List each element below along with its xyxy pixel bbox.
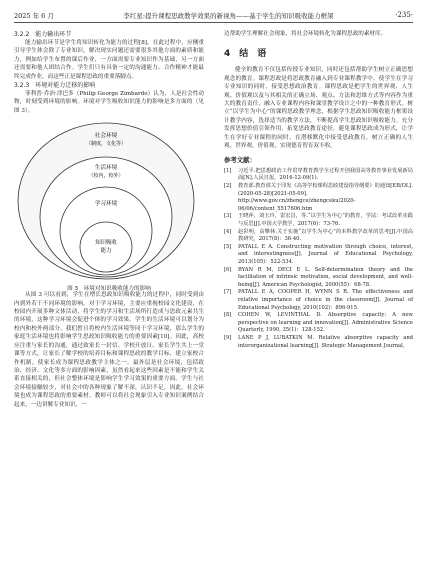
references-title: 参考文献： [224, 156, 256, 165]
reference-item: [6] RYAN R M, DECI E L. Self-determination theory and the facilitation of intrinsic motivation, social development, and well-being[J]. American Psychologist, 2000(55)：68-78. [224, 266, 413, 288]
nested-ellipses-diagram [14, 119, 204, 283]
figure-3 [14, 119, 204, 293]
reference-item: [9] LANE P J, LUBATKIN M. Relative absorptive capacity and interorganizational learning[J]. Strategic Management Journal, [224, 334, 413, 349]
paragraph: 能力输出环节是学生将知识转化为能力的过程[8]。在此过程中，应侧重引导学生体会除了专业知识，解决现实问题还需要很多其他方面的素质和能力，例如给学生布置的课后作业，一方面需要专业知识作为基础，另一方面还需要和他人团结合作。学生们只有具备一定的沟通能力、合作精神才能最终完成作业，而这些正是课程思政的重要落脚点。 [14, 40, 204, 80]
paragraph: 菲利普·乔治·津巴多（Philip George Zimbardo）认为，人是社会性动物，时刻受到环境的影响。环境对学生吸收知识能力的影响是多方面的（见图 3）。 [14, 91, 204, 114]
section-3-2-3-title: 3.2.3 环境对能力迁移的影响 [14, 82, 96, 90]
label-absorptive-capacity-sub: 能力 [100, 248, 112, 255]
reference-item: [3] 王晓萍，刘玉玲，雷宏昌，等.“以学生为中心”的教育，学法：考试改革实践与反思[J].中国大学教学，2017(6)：73-76. [224, 213, 413, 228]
paragraph-conclusion: 健全的教育不仅包括传授专业知识，同时还包括帮助学生树立正确思想观念的教育。课程思政是将思政教育融入到专业课程教学中，使学生在学习专业知识的同时，接受思想政治教育。课程思政是把学生的世界观、人生观、价值观以及与其相关的正确立场、观点、方法和思维方式等内容作为重大的教育责任，融入专业课程内容和课堂教学设计之中的一种教育形式。树立“以学生为中心”的课程思政教学理念，根据学生思政知识吸收能力框架设计教学内容，选择适当的教学方法，不断提高学生思政知识吸收能力。充分发挥思想价值引领作用，拓宽思政教育途径，避免课程思政成为形式，让学生在学好专业课程的同时，在潜移默化中接受思政教育，树立正确的人生观、世界观、价值观，实现德育智育双丰收。 [224, 67, 413, 150]
left-column [14, 30, 204, 409]
header-rule [14, 22, 413, 23]
reference-item: [7] PATALL E A, COOPER H, WYNN S R. The effectiveness and relative importance of choice in the classroom[J]. Journal of Educational Psychology, 2010(102)：896-915. [224, 289, 413, 311]
reference-item: [1] 习近平.把思想政治工作贯穿教育教学全过程开创我国高等教育事业发展新局面[N].人民日报，2016-12-09(1). [224, 167, 413, 182]
header-date: 2025 年 6 月 [14, 11, 54, 20]
header-page-number: ·235· [395, 11, 413, 19]
paragraph: 从图 3 可以看到，学生在增长思政知识吸收能力的过程中，同时受到由内到外若干不同环境的影响。对于学习环境，主要应重视校园文化建设，在校园内开展多种文体活动，将学生的学习和生活场所打造成与思政元素共生的环境，这种学习环境会促进个体的学习效果。学生的生活环境可以划分为校内和校外两部分。我们暂且将校内生活环境等同于学习环境，那么学生的家庭生活环境也将影响学生思政知识吸收能力的重要因素[10]。因此，高校应注重与家长的沟通，通过致家长一封信、学校开放日、家长学生共上一堂课等方式，让家长了解学校的培养目标和课程思政的教学目标，建立家校合作机制，使家长成为课程思政教学主体之一。最外层是社会环境，包括政治、经济、文化等多方面的影响因素，虽然看起来这些因素是不能和学生关系直接相关的，但社会整体环境是影响学生学习效果的重要方面。学生与社会环境接触较少，对社会中的各种现象了解不深，认识不足，因此，社会环境也成为课程思政的重要素材。教师可以将社会现象引入专业知识案例结合起来，一边讲解专业知识，一 [14, 292, 204, 408]
section-3-2-2-title: 3.2.2 能力输出环节 [14, 31, 72, 38]
reference-item: [2] 教育部.教育部关于印发《高等学校课程思政建设指导纲要》的通知[EB/OL].(2020-05-28)[2021-05-09]. http://www.gov.cn/zhengce/zhengceku/2020-06/06/content_5517606.htm [224, 183, 413, 212]
reference-item: [4] 赵彩明，高攀林.关于实施“以学生为中心”的本科教学改革的思考[J].中国高教研究，2017(8)：36-40. [224, 228, 413, 243]
reference-list [224, 168, 413, 350]
figure-caption: 图 3 环境对知识吸收能力的影响 [67, 286, 151, 293]
label-living-environment: 生活环境 [94, 165, 118, 172]
label-social-environment: 社会环境 [94, 133, 118, 140]
label-living-environment-sub: （校内，校外） [88, 173, 124, 180]
running-header [14, 8, 413, 22]
paragraph-continued: 边帮助学生理解社会现象，将社会环境转化为课程思政的素材库。 [224, 31, 387, 37]
right-column [224, 30, 413, 350]
label-learning-environment: 学习环境 [94, 201, 118, 208]
reference-item: [8] COHEN W, LEVINTHAL D. Absorptive capacity: A new perspective on learning and innovation[J]. Administrative Science Quarterly, 1990, 35(1)：128-152. [224, 312, 413, 334]
label-social-environment-sub: （制度，文化等） [85, 141, 127, 148]
header-title: 李红星:提升课程思政教学效果的新视角——基于学生的知识吸收能力框架 [123, 11, 334, 20]
label-absorptive-capacity: 知识吸收 [95, 240, 117, 247]
ellipse-absorptive-capacity [80, 222, 132, 272]
section-4-title: 4 结 语 [224, 49, 267, 60]
reference-item: [5] PATALL E A. Constructing motivation through choice, interest, and interestingness[J]. Journal of Educational Psychology, 2013(105)：522-534. [224, 243, 413, 265]
